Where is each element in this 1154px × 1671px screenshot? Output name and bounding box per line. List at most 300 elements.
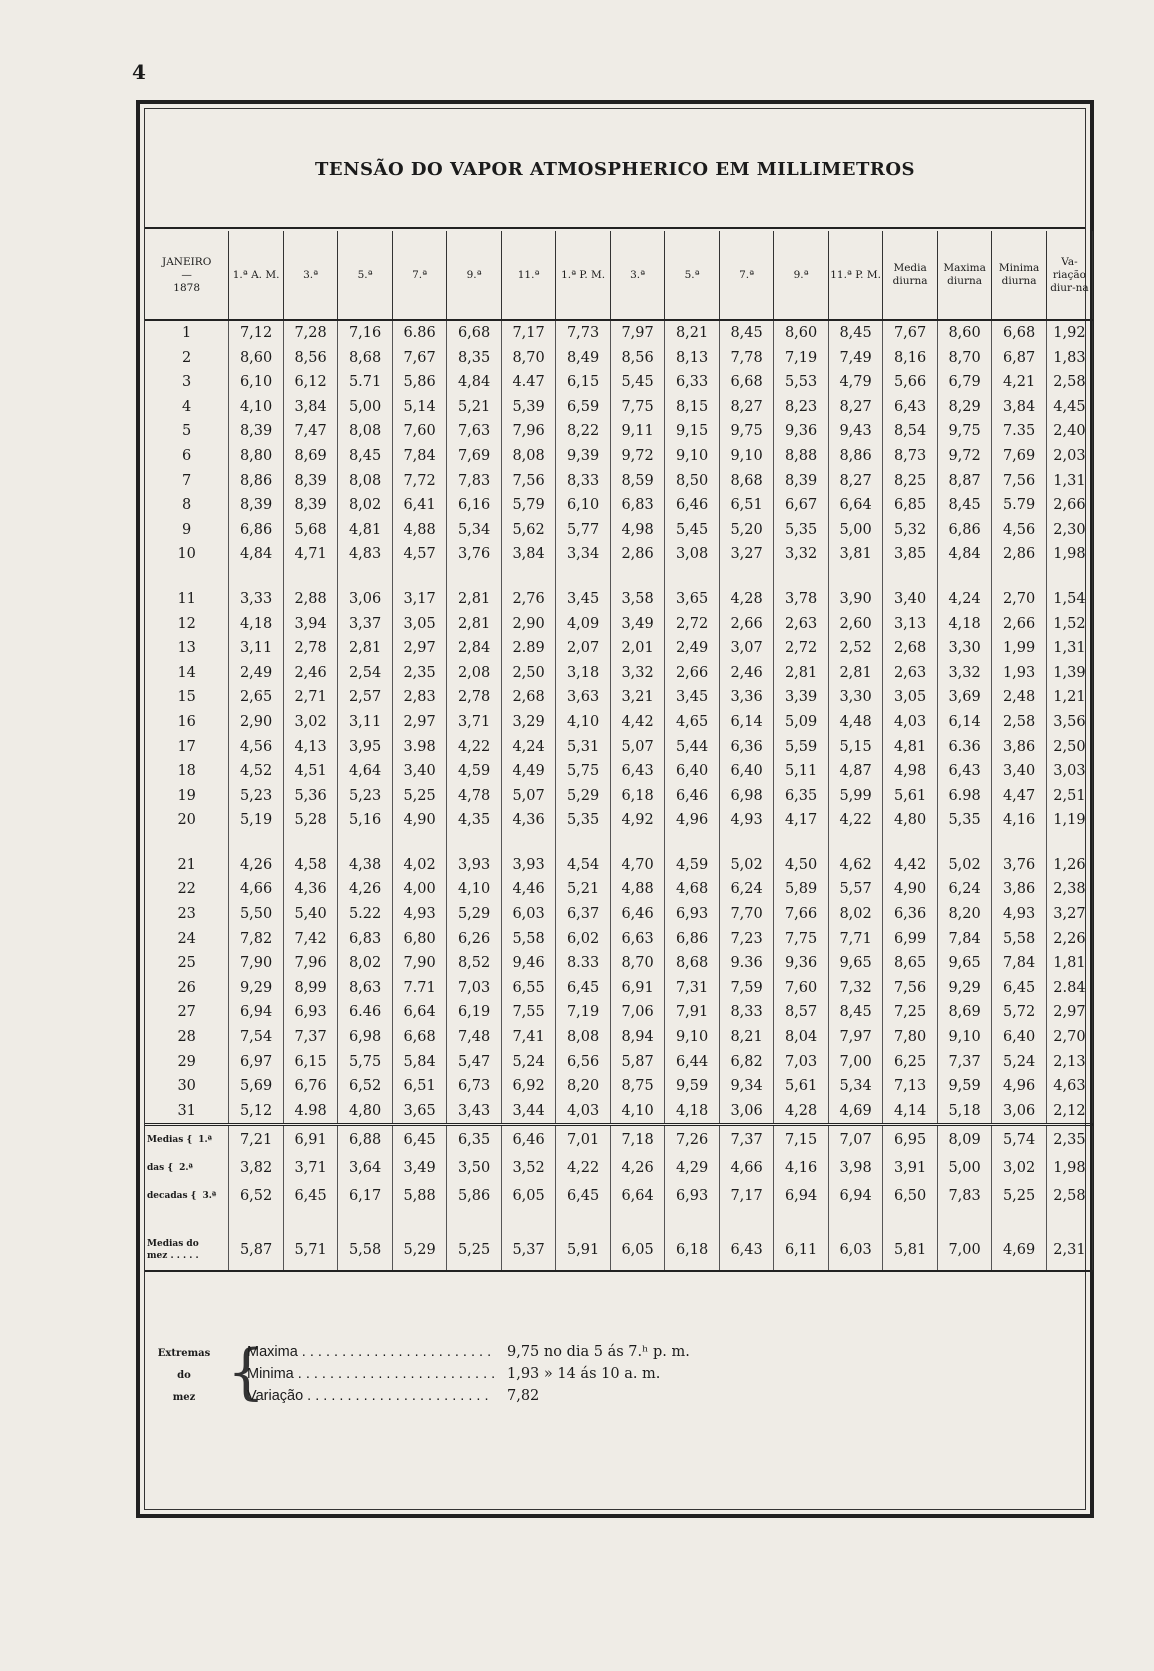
value-cell: 5,21 <box>447 395 502 420</box>
value-cell: 3,32 <box>774 542 829 567</box>
value-cell: 3,03 <box>1046 759 1092 784</box>
value-cell: 9,59 <box>665 1074 720 1099</box>
value-cell: 4,71 <box>283 542 338 567</box>
value-cell: 4,18 <box>229 612 284 637</box>
value-cell: 6,05 <box>501 1182 556 1210</box>
value-cell: 3,76 <box>992 853 1047 878</box>
spacer-cell <box>774 567 829 587</box>
value-cell: 7,96 <box>283 951 338 976</box>
value-cell: 3,63 <box>556 685 611 710</box>
value-cell: 5,14 <box>392 395 447 420</box>
value-cell: 4,22 <box>828 808 883 833</box>
spacer-cell <box>447 567 502 587</box>
value-cell: 6.36 <box>937 735 992 760</box>
value-cell: 7,01 <box>556 1125 611 1155</box>
value-cell: 4,63 <box>1046 1074 1092 1099</box>
day-cell: 16 <box>145 710 229 735</box>
value-cell: 3,71 <box>447 710 502 735</box>
value-cell: 6,40 <box>719 759 774 784</box>
spacer-cell <box>883 833 938 853</box>
spacer-cell <box>665 833 720 853</box>
value-cell: 3,84 <box>283 395 338 420</box>
day-cell: 1 <box>145 320 229 346</box>
value-cell: 4,90 <box>392 808 447 833</box>
value-cell: 3,49 <box>392 1154 447 1182</box>
value-cell: 6,52 <box>338 1074 393 1099</box>
value-cell: 5,32 <box>883 518 938 543</box>
value-cell: 6,46 <box>501 1125 556 1155</box>
value-cell: 2,81 <box>447 612 502 637</box>
value-cell: 8,21 <box>719 1025 774 1050</box>
value-cell: 4.98 <box>283 1099 338 1125</box>
vapor-tension-table <box>145 231 1093 1272</box>
value-cell: 6,14 <box>719 710 774 735</box>
value-cell: 8,39 <box>774 469 829 494</box>
value-cell: 3,84 <box>501 542 556 567</box>
value-cell: 6,83 <box>338 927 393 952</box>
value-cell: 8,13 <box>665 346 720 371</box>
value-cell: 5,58 <box>992 927 1047 952</box>
value-cell: 8,45 <box>828 1000 883 1025</box>
value-cell: 2,72 <box>665 612 720 637</box>
value-cell: 4,56 <box>229 735 284 760</box>
value-cell: 8,65 <box>883 951 938 976</box>
day-cell: 25 <box>145 951 229 976</box>
value-cell: 5,40 <box>283 902 338 927</box>
value-cell: 6,64 <box>828 493 883 518</box>
value-cell: 6,44 <box>665 1050 720 1075</box>
spacer-cell <box>610 833 665 853</box>
value-cell: 8,70 <box>501 346 556 371</box>
value-cell: 2,88 <box>283 587 338 612</box>
value-cell: 6,86 <box>937 518 992 543</box>
day-cell: 27 <box>145 1000 229 1025</box>
value-cell: 6,35 <box>447 1125 502 1155</box>
value-cell: 8,69 <box>283 444 338 469</box>
value-cell: 6,45 <box>283 1182 338 1210</box>
value-cell: 7,19 <box>556 1000 611 1025</box>
value-cell: 6,73 <box>447 1074 502 1099</box>
value-cell: 5,69 <box>229 1074 284 1099</box>
value-cell: 7,75 <box>774 927 829 952</box>
value-cell: 4,96 <box>665 808 720 833</box>
value-cell: 2,08 <box>447 661 502 686</box>
value-cell: 4,56 <box>992 518 1047 543</box>
spacer-cell <box>338 833 393 853</box>
value-cell: 3,78 <box>774 587 829 612</box>
col-header: 3.ª <box>610 231 665 320</box>
value-cell: 4,84 <box>229 542 284 567</box>
value-cell: 4,36 <box>283 877 338 902</box>
value-cell: 4,64 <box>338 759 393 784</box>
table-row <box>145 320 1093 346</box>
value-cell: 3,29 <box>501 710 556 735</box>
value-cell: 1,81 <box>1046 951 1092 976</box>
value-cell: 8,08 <box>338 419 393 444</box>
value-cell: 4,09 <box>556 612 611 637</box>
value-cell: 4,22 <box>556 1154 611 1182</box>
value-cell: 4,38 <box>338 853 393 878</box>
value-cell: 2,50 <box>1046 735 1092 760</box>
decade-spacer <box>145 567 1093 587</box>
col-header: Minima diurna <box>992 231 1047 320</box>
value-cell: 9,29 <box>229 976 284 1001</box>
spacer-cell <box>556 833 611 853</box>
value-cell: 6,98 <box>719 784 774 809</box>
col-header: 11.ª <box>501 231 556 320</box>
value-cell: 8,70 <box>610 951 665 976</box>
value-cell: 5,00 <box>828 518 883 543</box>
value-cell: 4,48 <box>828 710 883 735</box>
value-cell: 6,93 <box>665 1182 720 1210</box>
value-cell: 5,12 <box>229 1099 284 1125</box>
decade-ordinal: 1.ª <box>198 1134 213 1145</box>
value-cell: 6,02 <box>556 927 611 952</box>
value-cell: 8,63 <box>338 976 393 1001</box>
value-cell: 5,02 <box>719 853 774 878</box>
spacer-cell <box>229 833 284 853</box>
value-cell: 4,84 <box>447 370 502 395</box>
value-cell: 7,23 <box>719 927 774 952</box>
value-cell: 3,13 <box>883 612 938 637</box>
value-cell: 9,29 <box>937 976 992 1001</box>
value-cell: 8,52 <box>447 951 502 976</box>
value-cell: 7,97 <box>610 320 665 346</box>
value-cell: 4,24 <box>937 587 992 612</box>
value-cell: 8,68 <box>665 951 720 976</box>
value-cell: 6,03 <box>501 902 556 927</box>
value-cell: 4,42 <box>883 853 938 878</box>
value-cell: 5.71 <box>338 370 393 395</box>
value-cell: 7,16 <box>338 320 393 346</box>
value-cell: 5,61 <box>883 784 938 809</box>
col-header: 7.ª <box>719 231 774 320</box>
table-row <box>145 685 1093 710</box>
value-cell: 5,86 <box>392 370 447 395</box>
value-cell: 5,23 <box>338 784 393 809</box>
value-cell: 2,86 <box>992 542 1047 567</box>
value-cell: 6,68 <box>447 320 502 346</box>
value-cell: 4,26 <box>610 1154 665 1182</box>
value-cell: 8,27 <box>719 395 774 420</box>
value-cell: 5,87 <box>610 1050 665 1075</box>
value-cell: 2,38 <box>1046 877 1092 902</box>
value-cell: 9,34 <box>719 1074 774 1099</box>
value-cell: 7,78 <box>719 346 774 371</box>
value-cell: 7,96 <box>501 419 556 444</box>
value-cell: 4,00 <box>392 877 447 902</box>
value-cell: 7,17 <box>501 320 556 346</box>
value-cell: 5,57 <box>828 877 883 902</box>
value-cell: 2,78 <box>283 636 338 661</box>
spacer-cell <box>229 567 284 587</box>
value-cell: 6,94 <box>774 1182 829 1210</box>
table-row <box>145 419 1093 444</box>
value-cell: 5,61 <box>774 1074 829 1099</box>
value-cell: 9,36 <box>774 419 829 444</box>
value-cell: 3,06 <box>338 587 393 612</box>
table-row <box>145 346 1093 371</box>
value-cell: 6,92 <box>501 1074 556 1099</box>
value-cell: 1,39 <box>1046 661 1092 686</box>
value-cell: 3,07 <box>719 636 774 661</box>
value-cell: 6,43 <box>937 759 992 784</box>
value-cell: 8,59 <box>610 469 665 494</box>
value-cell: 4,18 <box>937 612 992 637</box>
value-cell: 3,36 <box>719 685 774 710</box>
value-cell: 6,25 <box>883 1050 938 1075</box>
day-cell: 10 <box>145 542 229 567</box>
value-cell: 1,31 <box>1046 636 1092 661</box>
value-cell: 7.35 <box>992 419 1047 444</box>
value-cell: 2,46 <box>719 661 774 686</box>
day-cell: 12 <box>145 612 229 637</box>
decade-average-row <box>145 1154 1093 1182</box>
extreme-minima: Minima . . . . . . . . . . . . . . . . . . . . . . . . . 1,93 » 14 ás 10 a. m. <box>247 1366 661 1382</box>
decade-label: decadas <box>147 1190 188 1201</box>
value-cell: 7,82 <box>229 927 284 952</box>
decade-ordinal: 3.ª <box>202 1190 217 1201</box>
spacer-cell <box>937 833 992 853</box>
value-cell: 8,49 <box>556 346 611 371</box>
table-row <box>145 612 1093 637</box>
extreme-maxima: Maxima . . . . . . . . . . . . . . . . . . . . . . . . 9,75 no dia 5 ás 7.ʰ p. m. <box>247 1344 690 1360</box>
value-cell: 5,07 <box>501 784 556 809</box>
day-cell: 30 <box>145 1074 229 1099</box>
value-cell: 5,29 <box>447 902 502 927</box>
value-cell: 4,92 <box>610 808 665 833</box>
value-cell: 6,64 <box>392 1000 447 1025</box>
col-header: 5.ª <box>665 231 720 320</box>
value-cell: 5,25 <box>392 784 447 809</box>
value-cell: 8.33 <box>556 951 611 976</box>
spacer-cell <box>610 567 665 587</box>
decade-label: Medias <box>147 1134 184 1145</box>
value-cell: 8,60 <box>774 320 829 346</box>
value-cell: 6,24 <box>719 877 774 902</box>
value-cell: 4,18 <box>665 1099 720 1125</box>
decade-average-row <box>145 1182 1093 1210</box>
value-cell: 6,46 <box>665 784 720 809</box>
value-cell: 2,30 <box>1046 518 1092 543</box>
value-cell: 8,39 <box>283 469 338 494</box>
value-cell: 6,88 <box>338 1125 393 1155</box>
value-cell: 9,10 <box>665 1025 720 1050</box>
table-row <box>145 808 1093 833</box>
spacer-cell <box>501 567 556 587</box>
value-cell: 4,35 <box>447 808 502 833</box>
value-cell: 3,86 <box>992 877 1047 902</box>
value-cell: 5,84 <box>392 1050 447 1075</box>
value-cell: 3,86 <box>992 735 1047 760</box>
value-cell: 6,36 <box>719 735 774 760</box>
value-cell: 3,27 <box>1046 902 1092 927</box>
table-row <box>145 518 1093 543</box>
spacer-cell <box>719 833 774 853</box>
value-cell: 8,75 <box>610 1074 665 1099</box>
value-cell: 4,51 <box>283 759 338 784</box>
value-cell: 3,40 <box>392 759 447 784</box>
value-cell: 4,50 <box>774 853 829 878</box>
value-cell: 3,02 <box>283 710 338 735</box>
value-cell: 2,90 <box>229 710 284 735</box>
value-cell: 3,40 <box>992 759 1047 784</box>
value-cell: 3,45 <box>665 685 720 710</box>
value-cell: 4,98 <box>610 518 665 543</box>
value-cell: 7,13 <box>883 1074 938 1099</box>
value-cell: 4,59 <box>447 759 502 784</box>
value-cell: 7,47 <box>283 419 338 444</box>
value-cell: 2,58 <box>1046 370 1092 395</box>
spacer-cell <box>1046 833 1092 853</box>
table-row <box>145 587 1093 612</box>
spacer-cell <box>992 833 1047 853</box>
value-cell: 8,45 <box>719 320 774 346</box>
value-cell: 8,20 <box>937 902 992 927</box>
value-cell: 2,40 <box>1046 419 1092 444</box>
value-cell: 7,69 <box>447 444 502 469</box>
value-cell: 6,15 <box>556 370 611 395</box>
value-cell: 5,79 <box>501 493 556 518</box>
spacer-cell <box>283 833 338 853</box>
value-cell: 6,93 <box>665 902 720 927</box>
value-cell: 3,34 <box>556 542 611 567</box>
value-cell: 5,35 <box>774 518 829 543</box>
value-cell: 6,97 <box>229 1050 284 1075</box>
value-cell: 6,91 <box>283 1125 338 1155</box>
value-cell: 2,49 <box>229 661 284 686</box>
value-cell: 7,12 <box>229 320 284 346</box>
value-cell: 6,45 <box>556 976 611 1001</box>
table-row <box>145 469 1093 494</box>
spacer-cell <box>283 567 338 587</box>
col-header: 1.ª P. M. <box>556 231 611 320</box>
value-cell: 3,08 <box>665 542 720 567</box>
value-cell: 6,43 <box>883 395 938 420</box>
value-cell: 7,00 <box>828 1050 883 1075</box>
value-cell: 9,75 <box>719 419 774 444</box>
value-cell: 7,84 <box>992 951 1047 976</box>
value-cell: 4,93 <box>719 808 774 833</box>
value-cell: 6,24 <box>937 877 992 902</box>
value-cell: 7,31 <box>665 976 720 1001</box>
value-cell: 3,65 <box>665 587 720 612</box>
value-cell: 2,54 <box>338 661 393 686</box>
value-cell: 2,71 <box>283 685 338 710</box>
col-header: 9.ª <box>447 231 502 320</box>
value-cell: 6,68 <box>719 370 774 395</box>
value-cell: 4,22 <box>447 735 502 760</box>
value-cell: 4,14 <box>883 1099 938 1125</box>
value-cell: 3,40 <box>883 587 938 612</box>
value-cell: 7,54 <box>229 1025 284 1050</box>
value-cell: 5,29 <box>556 784 611 809</box>
day-cell: 15 <box>145 685 229 710</box>
value-cell: 5,18 <box>937 1099 992 1125</box>
value-cell: 8,73 <box>883 444 938 469</box>
value-cell: 3,50 <box>447 1154 502 1182</box>
value-cell: 4,81 <box>883 735 938 760</box>
value-cell: 4,62 <box>828 853 883 878</box>
value-cell: 7,15 <box>774 1125 829 1155</box>
day-cell: 29 <box>145 1050 229 1075</box>
value-cell: 4,13 <box>283 735 338 760</box>
value-cell: 7,19 <box>774 346 829 371</box>
value-cell: 5,45 <box>610 370 665 395</box>
value-cell: 2,70 <box>992 587 1047 612</box>
value-cell: 2,66 <box>1046 493 1092 518</box>
value-cell: 6,99 <box>883 927 938 952</box>
value-cell: 2,49 <box>665 636 720 661</box>
value-cell: 5,28 <box>283 808 338 833</box>
value-cell: 5,58 <box>338 1210 393 1271</box>
value-cell: 5,37 <box>501 1210 556 1271</box>
value-cell: 6,59 <box>556 395 611 420</box>
value-cell: 5,58 <box>501 927 556 952</box>
value-cell: 6,98 <box>338 1025 393 1050</box>
value-cell: 4,70 <box>610 853 665 878</box>
day-cell: 21 <box>145 853 229 878</box>
value-cell: 8,45 <box>937 493 992 518</box>
value-cell: 6,50 <box>883 1182 938 1210</box>
value-cell: 3,06 <box>719 1099 774 1125</box>
value-cell: 3,30 <box>937 636 992 661</box>
value-cell: 5,00 <box>937 1154 992 1182</box>
value-cell: 8,86 <box>229 469 284 494</box>
value-cell: 7,21 <box>229 1125 284 1155</box>
col-header: 3.ª <box>283 231 338 320</box>
value-cell: 4,47 <box>992 784 1047 809</box>
value-cell: 2,90 <box>501 612 556 637</box>
value-cell: 2,50 <box>501 661 556 686</box>
table-row <box>145 370 1093 395</box>
value-cell: 6,26 <box>447 927 502 952</box>
decade-label-cell: das { 2.ª <box>145 1154 229 1182</box>
table-row <box>145 784 1093 809</box>
value-cell: 8,87 <box>937 469 992 494</box>
value-cell: 7,41 <box>501 1025 556 1050</box>
value-cell: 6,37 <box>556 902 611 927</box>
value-cell: 4,93 <box>992 902 1047 927</box>
value-cell: 5,36 <box>283 784 338 809</box>
value-cell: 3,11 <box>338 710 393 735</box>
value-cell: 3,39 <box>774 685 829 710</box>
value-cell: 7,70 <box>719 902 774 927</box>
day-cell: 8 <box>145 493 229 518</box>
value-cell: 7,72 <box>392 469 447 494</box>
value-cell: 5,29 <box>392 1210 447 1271</box>
value-cell: 3,56 <box>1046 710 1092 735</box>
value-cell: 3,32 <box>610 661 665 686</box>
col-header: 9.ª <box>774 231 829 320</box>
value-cell: 5,68 <box>283 518 338 543</box>
value-cell: 9,39 <box>556 444 611 469</box>
value-cell: 9,65 <box>828 951 883 976</box>
value-cell: 6,45 <box>992 976 1047 1001</box>
value-cell: 3,02 <box>992 1154 1047 1182</box>
value-cell: 8,23 <box>774 395 829 420</box>
value-cell: 5.22 <box>338 902 393 927</box>
value-cell: 8,09 <box>937 1125 992 1155</box>
value-cell: 6,19 <box>447 1000 502 1025</box>
value-cell: 7,03 <box>447 976 502 1001</box>
value-cell: 6,46 <box>665 493 720 518</box>
value-cell: 3,65 <box>392 1099 447 1125</box>
table-row <box>145 1099 1093 1125</box>
day-cell: 6 <box>145 444 229 469</box>
value-cell: 7,67 <box>883 320 938 346</box>
value-cell: 2,01 <box>610 636 665 661</box>
